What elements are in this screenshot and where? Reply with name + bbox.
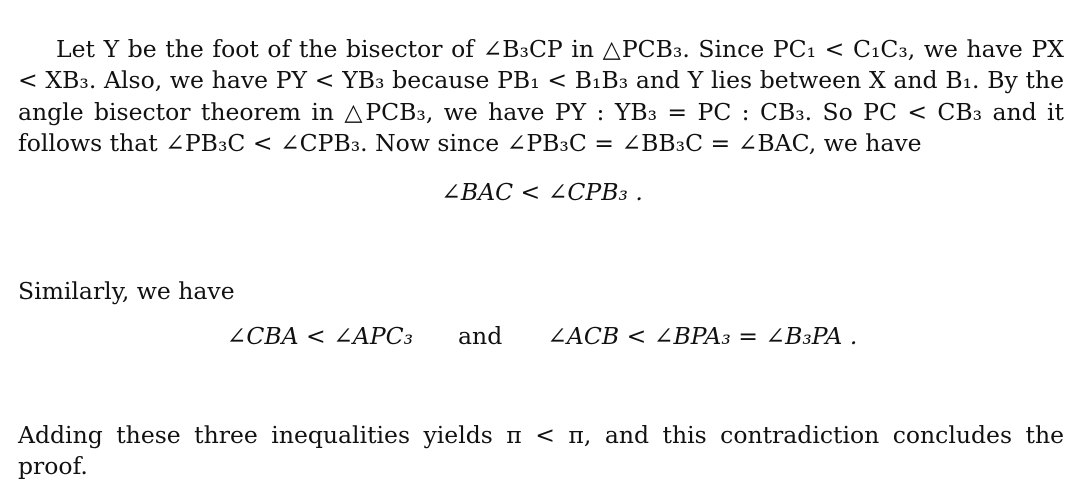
inequality-bac-cpb3: ∠BAC < ∠CPB₃ .: [441, 178, 643, 206]
similarly-text: Similarly, we have: [18, 276, 235, 305]
inequality-cba-apc3: ∠CBA < ∠APC₃: [226, 322, 414, 350]
conclusion-paragraph: Adding these three inequalities yields π < π, and this contradiction concludes the proof.: [18, 420, 1064, 480]
inequality-acb-bpa3: ∠ACB < ∠BPA₃ = ∠B₃PA .: [547, 322, 858, 350]
display-inequality-bac: [0, 178, 1084, 206]
proof-paragraph-bisector: Let Y be the foot of the bisector of ∠B₃CP in △PCB₃. Since PC₁ < C₁C₃, we have PX < XB₃. Also, we have PY < YB₃ because PB₁ < B₁B₃ and Y lies between X and B₁. By the angle bisector theorem in △PCB₃, we have PY : YB₃ = PC : CB₃. So PC < CB₃ and it follows that ∠PB₃C < ∠CPB₃. Now since ∠PB₃C = ∠BB₃C = ∠BAC, we have: [18, 34, 1064, 157]
display-inequalities-pair: [0, 322, 1084, 350]
connector-and: and: [458, 322, 503, 350]
